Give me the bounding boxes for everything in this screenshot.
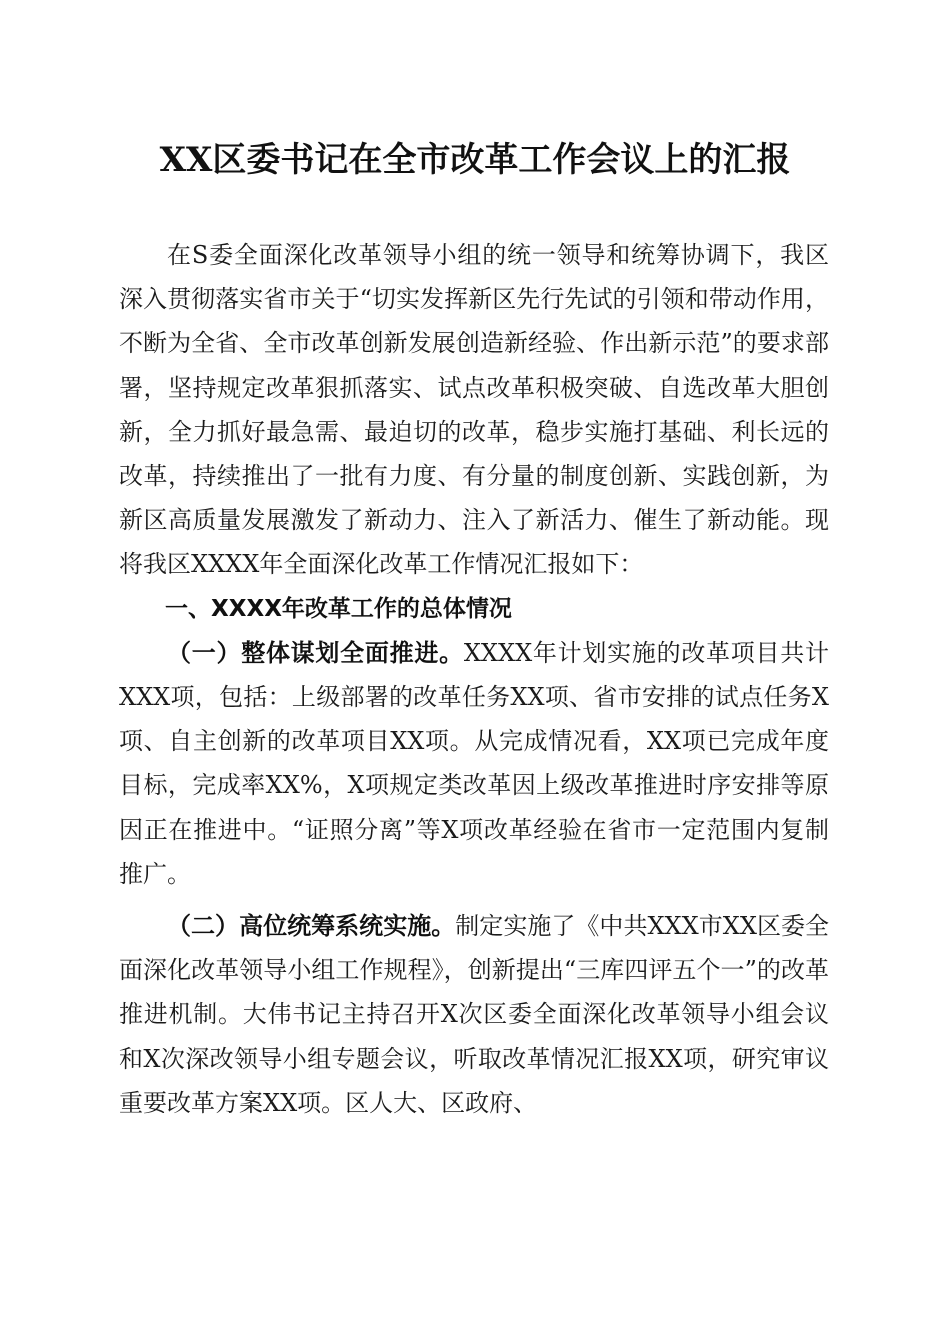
section-heading-1: 一、XXXX年改革工作的总体情况: [165, 595, 512, 622]
document-title: XX区委书记在全市改革工作会议上的汇报: [159, 140, 791, 180]
subsection-lead-2: （二）高位统筹系统实施。: [167, 912, 456, 941]
subsection-text-1: XXXX年计划实施的改革项目共计XXX项，包括：上级部署的改革任务XX项、省市安排的试点任务X项、自主创新的改革项目XX项。从完成情况看，XX项已完成年度目标，完成率XX%，X项规定类改革因上级改革推进时序安排等原因正在推进中。“证照分离”等X项改革经验在省市一定范围内复制推广。: [119, 638, 829, 888]
subsection-paragraph-2: [119, 904, 829, 1125]
document-body: [119, 233, 829, 1125]
subsection-lead-1: （一）整体谋划全面推进。: [167, 638, 464, 667]
subsection-paragraph-1: [119, 631, 829, 896]
intro-paragraph: 在S委全面深化改革领导小组的统一领导和统筹协调下，我区深入贯彻落实省市关于“切实发挥新区先行先试的引领和带动作用，不断为全省、全市改革创新发展创造新经验、作出新示范”的要求部署，坚持规定改革狠抓落实、试点改革积极突破、自选改革大胆创新，全力抓好最急需、最迫切的改革，稳步实施打基础、利长远的改革，持续推出了一批有力度、有分量的制度创新、实践创新，为新区高质量发展激发了新动力、注入了新活力、催生了新动能。现将我区XXXX年全面深化改革工作情况汇报如下：: [119, 241, 829, 579]
subsection-text-2: 制定实施了《中共XXX市XX区委全面深化改革领导小组工作规程》，创新提出“三库四评五个一”的改革推进机制。大伟书记主持召开X次区委全面深化改革领导小组会议和X次深改领导小组专题会议，听取改革情况汇报XX项，研究审议重要改革方案XX项。区人大、区政府、: [119, 912, 830, 1117]
